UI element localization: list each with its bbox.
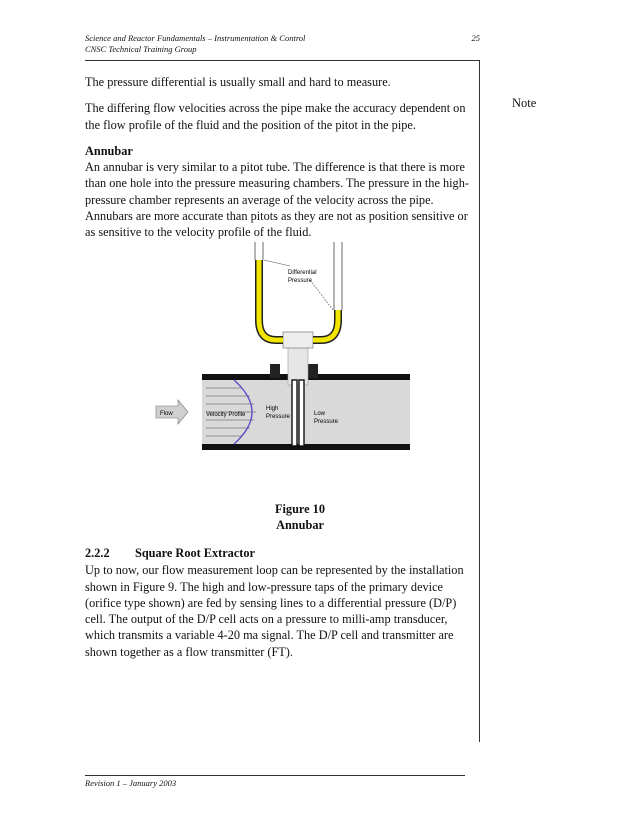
label-velocity-profile: Velocity Profile: [206, 412, 246, 418]
header-title: Science and Reactor Fundamentals – Instrumentation & Control: [85, 33, 306, 43]
label-high: High: [266, 406, 279, 412]
right-flange: [308, 364, 318, 378]
label-low: Low: [314, 411, 326, 417]
label-differential: Differential: [288, 270, 317, 276]
label-high-pressure: Pressure: [266, 414, 291, 420]
intro-paragraph-1: The pressure differential is usually small and hard to measure.: [85, 75, 391, 89]
margin-note: Note: [512, 96, 537, 110]
manometer-left-outline: [259, 260, 283, 340]
intro-paragraph-2: The differing flow velocities across the pipe make the accuracy dependent on the flow profile of the fluid and the position of the pitot in the pipe.: [85, 101, 466, 132]
dp-pointer-right: [310, 280, 333, 310]
section-2-2-2: [85, 545, 477, 660]
section-paragraph: Up to now, our flow measurement loop can be represented by the installation shown in Figure 9. The high and low-pressure taps of the primary device (orifice type shown) are fed by sensing lines to a differential pressure (D/P) cell. The output of the D/P cell acts on a pressure to milli-amp transducer, which transmits a variable 4-20 ma signal. The D/P cell and transmitter are shown together as a flow transmitter (FT).: [85, 563, 464, 659]
pipe-bottom-wall: [202, 444, 410, 450]
figure-caption: [200, 502, 400, 533]
margin-rule: [479, 60, 480, 742]
annubar-figure: [150, 240, 410, 452]
annubar-diagram: [150, 240, 410, 452]
low-pressure-tube: [299, 380, 304, 446]
high-pressure-tube: [292, 380, 297, 446]
dp-pointer-left: [264, 260, 290, 266]
body-text: [85, 74, 473, 251]
page-footer: Revision 1 – January 2003: [85, 778, 177, 788]
left-flange: [270, 364, 280, 378]
figure-number: Figure 10: [275, 502, 325, 516]
section-heading: [85, 545, 477, 561]
label-flow: Flow: [160, 411, 173, 417]
header-rule: [85, 60, 479, 61]
header-subtitle: CNSC Technical Training Group: [85, 44, 197, 54]
page-header: [85, 33, 480, 55]
annubar-stem: [288, 345, 308, 385]
section-title: Square Root Extractor: [135, 546, 255, 560]
annubar-heading: Annubar: [85, 143, 133, 158]
dp-head: [283, 332, 313, 348]
label-low-pressure: Pressure: [314, 419, 339, 425]
label-differential-pressure: Pressure: [288, 278, 313, 284]
section-number: 2.2.2: [85, 546, 110, 560]
page-number: 25: [471, 33, 480, 43]
figure-title: Annubar: [276, 517, 324, 532]
annubar-paragraph: An annubar is very similar to a pitot tube. The difference is that there is more than one hole into the pressure measuring chambers. The pressure in the high-pressure chamber represents an average of the velocity across the pipe. Annubars are more accurate than pitots as they are not as position sensitive or as sensitive to the velocity profile of the fluid.: [85, 160, 469, 240]
footer-rule: [85, 775, 465, 776]
